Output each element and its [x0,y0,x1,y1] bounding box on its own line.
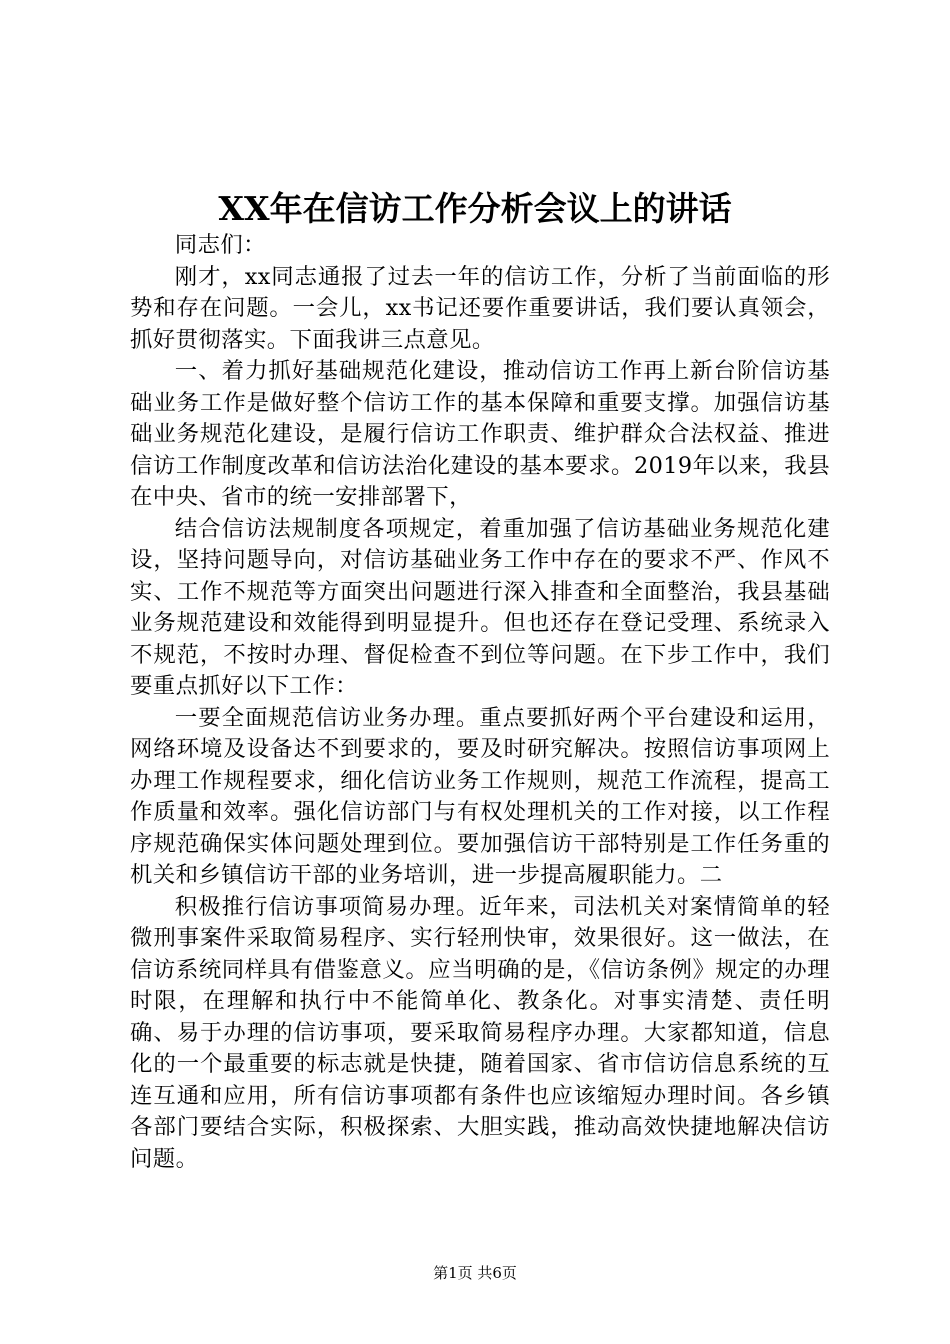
body-paragraph: 一要全面规范信访业务办理。重点要抓好两个平台建设和运用，网络环境及设备达不到要求的，要及时研究解决。按照信访事项网上办理工作规程要求，细化信访业务工作规则，规范工作流程，提高工作质量和效率。强化信访部门与有权处理机关的工作对接，以工作程序规范确保实体问题处理到位。要加强信访干部特别是工作任务重的机关和乡镇信访干部的业务培训，进一步提高履职能力。二 [130,704,830,888]
body-paragraph: 一、着力抓好基础规范化建设，推动信访工作再上新台阶信访基础业务工作是做好整个信访工作的基本保障和重要支撑。加强信访基础业务规范化建设，是履行信访工作职责、维护群众合法权益、推进信访工作制度改革和信访法治化建设的基本要求。2019年以来，我县在中央、省市的统一安排部署下， [130,358,830,510]
document-title: XX年在信访工作分析会议上的讲话 [218,189,732,228]
body-paragraph: 结合信访法规制度各项规定，着重加强了信访基础业务规范化建设，坚持问题导向，对信访基础业务工作中存在的要求不严、作风不实、工作不规范等方面突出问题进行深入排查和全面整治，我县基础业务规范建设和效能得到明显提升。但也还存在登记受理、系统录入不规范，不按时办理、督促检查不到位等问题。在下步工作中，我们要重点抓好以下工作： [130,515,830,699]
body-paragraph: 积极推行信访事项简易办理。近年来，司法机关对案情简单的轻微刑事案件采取简易程序、实行轻刑快审，效果很好。这一做法，在信访系统同样具有借鉴意义。应当明确的是，《信访条例》规定的办理时限，在理解和执行中不能简单化、教条化。对事实清楚、责任明确、易于办理的信访事项，要采取简易程序办理。大家都知道，信息化的一个最重要的标志就是快捷，随着国家、省市信访信息系统的互连互通和应用，所有信访事项都有条件也应该缩短办理时间。各乡镇各部门要结合实际，积极探索、大胆实践，推动高效快捷地解决信访问题。 [130,893,830,1172]
document-body [130,230,830,1175]
salutation-paragraph: 同志们： [174,232,266,258]
body-paragraph: 刚才，xx同志通报了过去一年的信访工作，分析了当前面临的形势和存在问题。一会儿，xx书记还要作重要讲话，我们要认真领会，抓好贯彻落实。下面我讲三点意见。 [130,263,830,353]
page-footer: 第1页 共6页 [433,1264,517,1282]
